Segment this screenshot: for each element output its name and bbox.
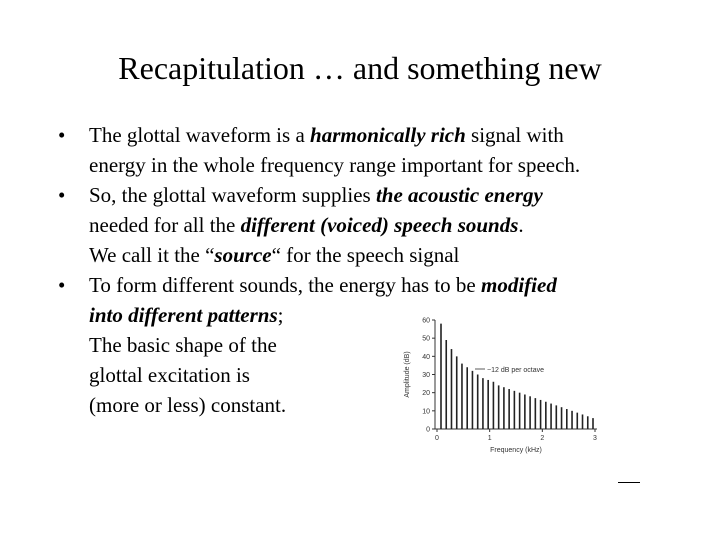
- bullet-2: [58, 180, 698, 270]
- x-tick-label: 3: [593, 435, 597, 442]
- y-axis-label: Amplitude (dB): [404, 351, 411, 398]
- slope-annotation: −12 dB per octave: [487, 367, 545, 374]
- bullet-2-line-3-b: “ for the speech signal: [271, 243, 460, 267]
- bullet-1-text-b: signal with: [465, 123, 564, 147]
- bullet-dot: •: [58, 123, 66, 147]
- bullet-3-line-2-emphasis: into different patterns: [89, 303, 278, 327]
- bullet-2-line-2-a: needed for all the: [89, 213, 241, 237]
- glottal-spectrum-chart: [395, 312, 645, 462]
- bullet-2-line-3-emphasis: source: [214, 243, 272, 267]
- y-tick-label: 30: [422, 372, 430, 379]
- y-tick-label: 60: [422, 317, 430, 325]
- bullet-3-line-5: (more or less) constant.: [89, 393, 287, 417]
- bullet-2-emphasis: the acoustic energy: [375, 183, 543, 207]
- y-tick-label: 10: [422, 408, 430, 416]
- y-tick-label: 20: [422, 390, 430, 398]
- bullet-1-emphasis: harmonically rich: [310, 123, 466, 147]
- bullet-dot: •: [58, 273, 66, 297]
- slide-footer-line: [618, 482, 640, 483]
- y-tick-label: 0: [426, 426, 430, 434]
- bullet-3-text-a: To form different sounds, the energy has to be: [89, 273, 481, 297]
- x-tick-label: 1: [487, 435, 492, 442]
- bullet-3-line-4: glottal excitation is: [89, 363, 250, 387]
- bullet-1: [58, 120, 698, 180]
- bullet-2-text-a: So, the glottal waveform supplies: [89, 183, 376, 207]
- bullet-2-line-2-emphasis: different (voiced) speech sounds: [240, 213, 519, 237]
- y-tick-label: 50: [422, 335, 430, 343]
- bullet-dot: •: [58, 183, 66, 207]
- bullet-3-emphasis: modified: [481, 273, 557, 297]
- y-tick-label: 40: [422, 353, 430, 361]
- bullet-1-line-2: energy in the whole frequency range important for speech.: [89, 153, 581, 177]
- bullet-3-line-3: The basic shape of the: [89, 333, 277, 357]
- slide-title: Recapitulation … and something new: [118, 50, 602, 86]
- x-axis-label: Frequency (kHz): [490, 447, 542, 454]
- bullet-3-line-2-b: ;: [277, 303, 284, 327]
- bullet-2-line-2-b: .: [518, 213, 524, 237]
- x-tick-label: 2: [540, 435, 545, 442]
- bullet-1-text-a: The glottal waveform is a: [89, 123, 311, 147]
- x-tick-label: 0: [435, 435, 439, 442]
- bullet-2-line-3-a: We call it the “: [89, 243, 215, 267]
